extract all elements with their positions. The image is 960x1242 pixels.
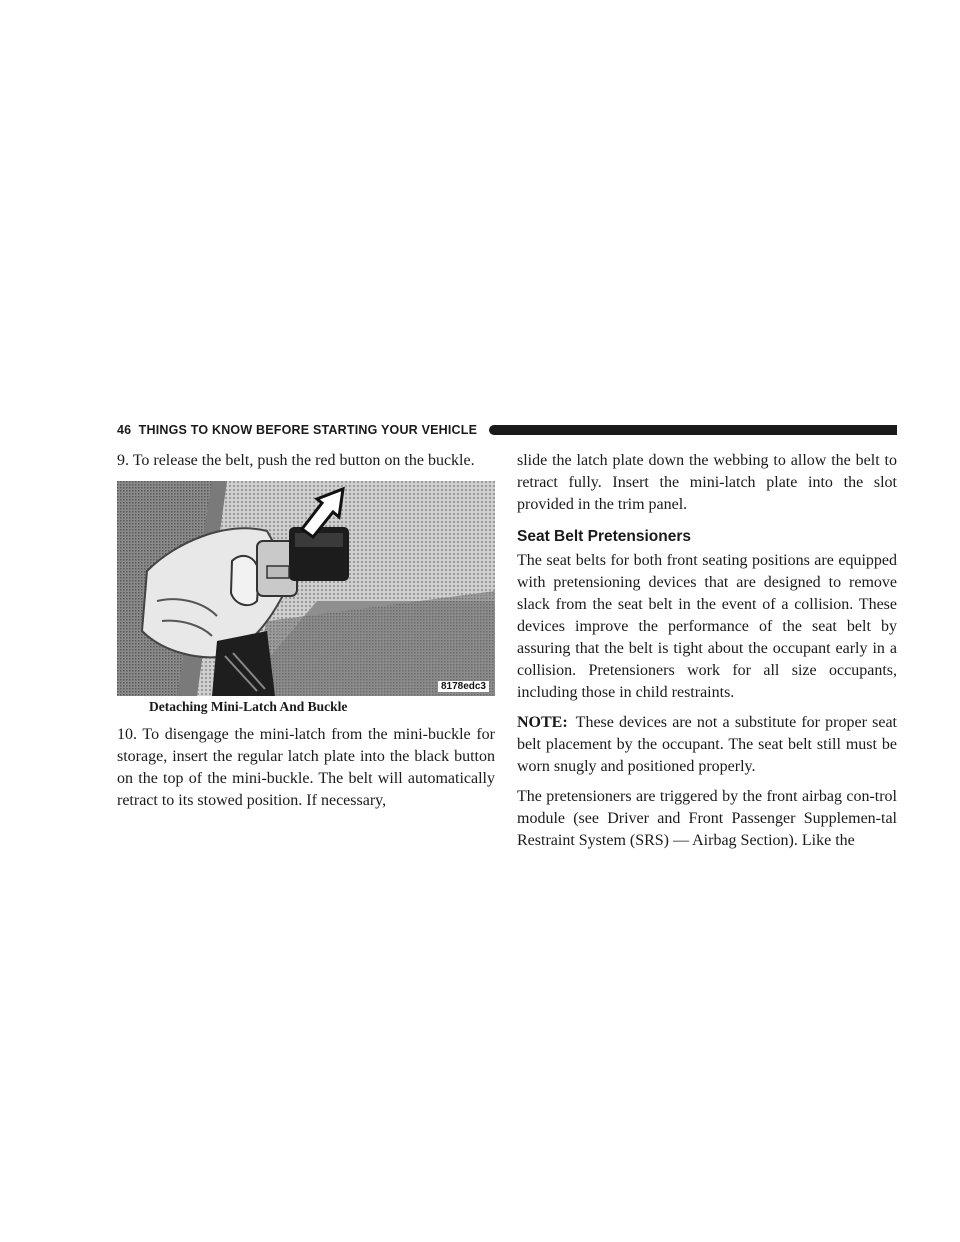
header-rule: [489, 425, 897, 435]
continuation-text: slide the latch plate down the webbing to allow the belt to retract fully. Insert the mini-latch plate into the slot provided in the trim panel.: [517, 452, 897, 513]
right-column: [517, 450, 897, 852]
chapter-title: THINGS TO KNOW BEFORE STARTING YOUR VEHICLE: [138, 423, 478, 437]
page-number: 46: [117, 423, 132, 437]
figure-code: 8178edc3: [438, 681, 489, 692]
section-heading: Seat Belt Pretensioners: [517, 528, 692, 545]
mini-latch-illustration: [117, 481, 495, 696]
page-header-text: [117, 422, 477, 438]
step-9-text: 9. To release the belt, push the red button on the buckle.: [117, 452, 475, 469]
note-label: NOTE:: [517, 714, 568, 731]
mini-latch-photo: [117, 481, 495, 696]
trigger-paragraph: The pretensioners are triggered by the front airbag con-trol module (see Driver and Front Passenger Supplemen-tal Restraint System (SRS) — Airbag Section). Like the: [517, 788, 897, 849]
left-column: [117, 450, 495, 812]
note-text: These devices are not a substitute for proper seat belt placement by the occupant. The seat belt still must be worn snugly and positioned properly.: [517, 714, 897, 775]
step-10-text: 10. To disengage the mini-latch from the mini-buckle for storage, insert the regular latch plate into the black button on the top of the mini-buckle. The belt will automatically retract to its stowed position. If necessary,: [117, 726, 495, 809]
figure-caption: Detaching Mini-Latch And Buckle: [149, 699, 348, 714]
pretensioners-paragraph: The seat belts for both front seating positions are equipped with pretensioning devices that are designed to remove slack from the seat belt in the event of a collision. These devices improve the performance of the seat belt by assuring that the belt is tight about the occupant early in a collision. Pretensioners work for all size occupants, including those in child restraints.: [517, 552, 897, 701]
page-header: [117, 422, 897, 440]
note-paragraph: [517, 712, 897, 778]
